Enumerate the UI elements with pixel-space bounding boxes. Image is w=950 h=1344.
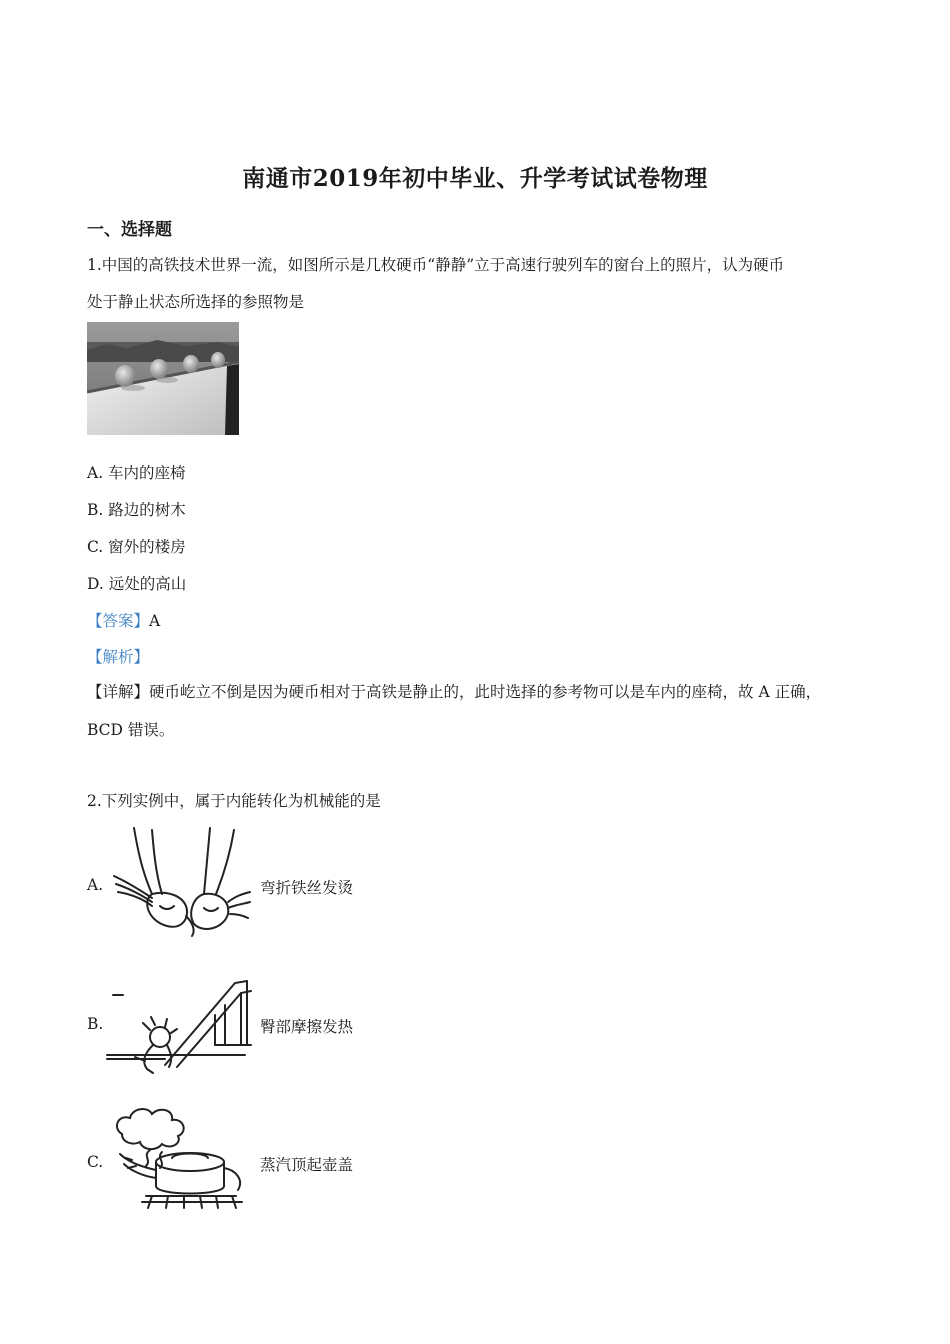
q1-option-c: C. 窗外的楼房 bbox=[87, 538, 186, 556]
coins-on-windowsill-photo bbox=[87, 322, 239, 435]
q2-option-b-label: B. bbox=[87, 1015, 104, 1033]
q2-option-a-label: A. bbox=[87, 876, 104, 894]
page-title: 南通市2019年初中毕业、升学考试试卷物理 bbox=[242, 165, 708, 192]
q1-stem-line2: 处于静止状态所选择的参照物是 bbox=[87, 293, 305, 311]
detail-text: 硬币屹立不倒是因为硬币相对于高铁是静止的，此时选择的参考物可以是车内的座椅，故 A 正确， bbox=[149, 683, 822, 701]
answer-tag: 【答案】 bbox=[87, 612, 150, 630]
section-heading: 一、选择题 bbox=[87, 220, 172, 240]
answer-value: A bbox=[149, 612, 161, 630]
analysis-tag: 【解析】 bbox=[87, 648, 150, 666]
slide-illustration bbox=[105, 975, 255, 1075]
q1-detail-line1 bbox=[87, 680, 821, 702]
q1-answer bbox=[87, 609, 160, 631]
q1-option-d: D. 远处的高山 bbox=[87, 575, 187, 593]
q1-stem-line1: 1.中国的高铁技术世界一流，如图所示是几枚硬币“静静”立于高速行驶列车的窗台上的照片，认为硬币 bbox=[87, 256, 785, 274]
bending-wire-illustration bbox=[112, 826, 252, 938]
q2-option-c-text: 蒸汽顶起壶盖 bbox=[260, 1156, 354, 1174]
q2-stem: 2.下列实例中，属于内能转化为机械能的是 bbox=[87, 792, 381, 810]
detail-tag: 【详解】 bbox=[87, 683, 150, 701]
q1-option-a: A. 车内的座椅 bbox=[87, 464, 186, 482]
q2-option-b-text: 臀部摩擦发热 bbox=[260, 1018, 354, 1036]
q2-option-a-text: 弯折铁丝发烫 bbox=[260, 879, 354, 897]
q2-option-c-label: C. bbox=[87, 1153, 104, 1171]
q1-detail-line2: BCD 错误。 bbox=[87, 721, 175, 739]
kettle-steam-illustration bbox=[112, 1104, 257, 1210]
q1-option-b: B. 路边的树木 bbox=[87, 501, 186, 519]
